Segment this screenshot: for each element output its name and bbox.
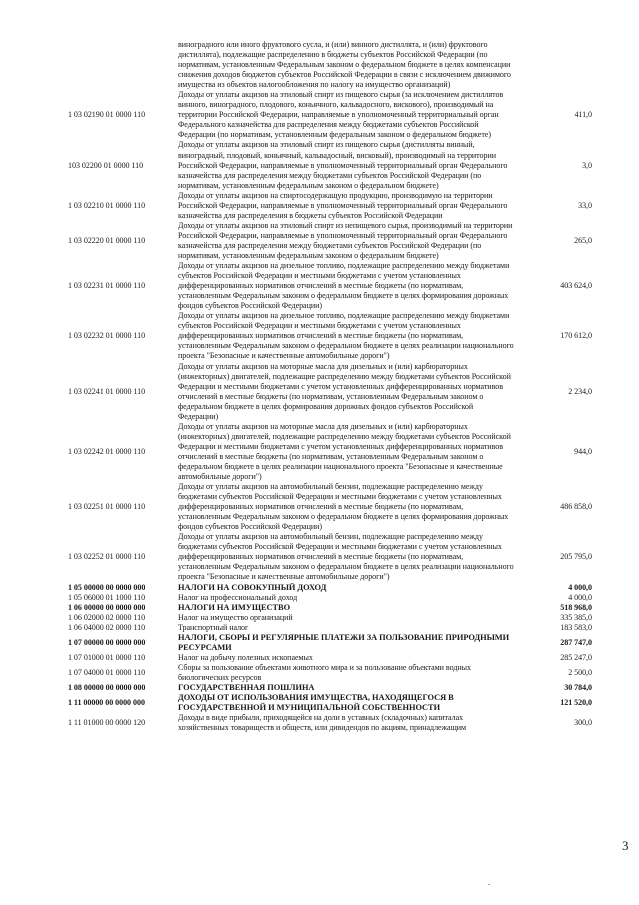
row-description: Доходы от уплаты акцизов на автомобильный бензин, подлежащие распределению между бюджетами субъектов Российской Федерации и местными бюджетами с учетом установленных дифференцированных нормативов отчислений в местные бюджеты (по нормативам, установленным Федеральным законом о федеральном бюджете в целях реализации национального проекта "Безопасные и качественные автомобильные дороги")	[178, 532, 514, 582]
row-description: виноградного или иного фруктового сусла, и (или) винного дистиллята, и (или) фруктового дистиллята), подлежащие распределению в бюджеты субъектов Российской Федерации (по нормативам, установленным Федеральным законом о федеральном бюджете в целях компенсации снижения доходов бюджетов субъектов Российской Федерации в связи с исключением движимого имущества из объектов налогообложения по налогу на имущество организаций)	[178, 40, 511, 90]
row-description: Доходы в виде прибыли, приходящейся на доли в уставных (складочных) капиталах хозяйственных товариществ и обществ, или дивидендов по акциям, принадлежащим	[178, 713, 467, 733]
row-description: Доходы от уплаты акцизов на моторные масла для дизельных и (или) карбюраторных (инжекторных) двигателей, подлежащие распределению между бюджетами субъектов Российской Федерации и местными бюджетами с учетом установленных дифференцированных нормативов отчислений в местные бюджеты (по нормативам, установленным Федеральным законом о федеральном бюджете в целях реализации национального проекта "Безопасные и качественные автомобильные дороги")	[178, 421, 511, 482]
row-code: 1 03 02241 01 0000 110	[68, 386, 146, 396]
row-code: 1 11 00000 00 0000 000	[68, 698, 145, 708]
row-amount	[516, 40, 594, 90]
row-description: Доходы от уплаты акцизов на спиртосодержащую продукцию, производимую на территории Российской Федерации, направляемые в уполномоченный территориальный орган Федерального казначейства для распределения в бюджеты субъектов Российской Федерации	[178, 190, 508, 220]
scan-speck	[488, 884, 490, 885]
section-heading: ДОХОДЫ ОТ ИСПОЛЬЗОВАНИЯ ИМУЩЕСТВА, НАХОДЯЩЕГОСЯ В ГОСУДАРСТВЕННОЙ И МУНИЦИПАЛЬНОЙ СОБСТВЕННОСТИ	[178, 693, 454, 713]
row-code: 1 03 02210 01 0000 110	[68, 200, 146, 210]
row-description: Доходы от уплаты акцизов на этиловый спирт из пищевого сырья (дистилляты винный, виноградный, плодовый, коньячный, кальвадосный, висковый), производимый на территории Российской Федерации, направляемые в уполномоченный территориальный орган Федерального казначейства для распределения между бюджетами субъектов Российской Федерации (по нормативам, установленным федеральным законом о федеральном бюджете)	[178, 140, 508, 190]
row-code	[64, 40, 176, 90]
row-amount: 170 612,0	[560, 331, 592, 341]
row-code: 1 06 04000 02 0000 110	[68, 622, 146, 632]
section-heading: НАЛОГИ НА ИМУЩЕСТВО	[178, 602, 291, 612]
revenue-table	[64, 40, 594, 733]
row-amount: 205 795,0	[560, 552, 592, 562]
section-heading: НАЛОГИ, СБОРЫ И РЕГУЛЯРНЫЕ ПЛАТЕЖИ ЗА ПОЛЬЗОВАНИЕ ПРИРОДНЫМИ РЕСУРСАМИ	[178, 632, 510, 652]
section-heading: НАЛОГИ НА СОВОКУПНЫЙ ДОХОД	[178, 582, 327, 592]
row-code: 1 08 00000 00 0000 000	[68, 683, 146, 692]
row-description: Доходы от уплаты акцизов на дизельное топливо, подлежащие распределению между бюджетами субъектов Российской Федерации и местными бюджетами с учетом установленных дифференцированных нормативов отчислений в местные бюджеты (по нормативам, установленным Федеральным законом о федеральном бюджете в целях формирования дорожных фондов субъектов Российской Федерации)	[178, 261, 510, 311]
page-number: 3	[622, 838, 629, 853]
row-amount: 4 000,0	[568, 582, 592, 592]
row-amount: 411,0	[574, 110, 592, 120]
row-amount: 403 624,0	[560, 281, 592, 291]
row-code: 1 03 02252 01 0000 110	[68, 552, 146, 562]
row-code: 1 06 02000 02 0000 110	[68, 612, 146, 622]
row-amount: 518 968,0	[560, 602, 592, 612]
row-amount: 121 520,0	[560, 698, 592, 708]
row-description: Доходы от уплаты акцизов на моторные масла для дизельных и (или) карбюраторных (инжекторных) двигателей, подлежащие распределению между бюджетами субъектов Российской Федерации и местными бюджетами с учетом установленных дифференцированных нормативов отчислений в местные бюджеты (по нормативам, установленным Федеральным законом о федеральном бюджете в целях формирования дорожных фондов субъектов Российской Федерации)	[178, 361, 511, 421]
row-description: Налог на профессиональный доход	[178, 592, 298, 602]
row-code: 1 06 00000 00 0000 000	[68, 602, 146, 612]
row-code: 103 02200 01 0000 110	[68, 160, 144, 170]
row-amount: 285 247,0	[560, 652, 592, 662]
row-amount: 944,0	[574, 446, 592, 456]
row-code: 1 05 00000 00 0000 000	[68, 582, 146, 592]
row-code: 1 11 01000 00 0000 120	[68, 718, 146, 728]
row-description: Сборы за пользование объектами животного мира и за пользование объектами водных биологических ресурсов	[178, 662, 471, 682]
row-amount: 4 000,0	[568, 592, 592, 602]
row-description: Транспортный налог	[178, 622, 249, 632]
row-amount: 287 747,0	[560, 637, 592, 647]
row-amount: 30 784,0	[564, 683, 592, 692]
row-code: 1 07 00000 00 0000 000	[68, 637, 146, 647]
row-amount: 33,0	[578, 200, 592, 210]
row-amount: 3,0	[582, 160, 592, 170]
row-code: 1 03 02232 01 0000 110	[68, 331, 146, 341]
row-code: 1 05 06000 01 1000 110	[68, 592, 146, 602]
row-description: Доходы от уплаты акцизов на дизельное топливо, подлежащие распределению между бюджетами субъектов Российской Федерации и местными бюджетами с учетом установленных дифференцированных нормативов отчислений в местные бюджеты (по нормативам, установленным Федеральным законом о федеральном бюджете в целях реализации национального проекта "Безопасные и качественные автомобильные дороги")	[178, 311, 514, 361]
row-code: 1 03 02231 01 0000 110	[68, 281, 146, 291]
row-description: Налог на имущество организаций	[178, 612, 293, 622]
row-description: Доходы от уплаты акцизов на этиловый спирт из непищевого сырья, производимый на территории Российской Федерации, направляемые в уполномоченный территориальный орган Федерального казначейства для распределения между бюджетами субъектов Российской Федерации (по нормативам, установленным федеральным законом о федеральном бюджете)	[178, 220, 513, 260]
row-amount: 335 385,0	[560, 612, 592, 622]
row-description: Доходы от уплаты акцизов на этиловый спирт из пищевого сырья (за исключением дистиллятов винного, виноградного, плодового, коньячного, кальвадосного, вискового), производимый на территории Российской Федерации, направляемые в уполномоченный территориальный орган Федерального казначейства для распределения между бюджетами субъектов Российской Федерации (по нормативам, установленным федеральным законом о федеральном бюджете)	[178, 90, 504, 140]
row-code: 1 07 01000 01 0000 110	[68, 652, 146, 662]
row-amount: 300,0	[574, 718, 592, 728]
row-code: 1 03 02242 01 0000 110	[68, 446, 146, 456]
row-code: 1 07 04000 01 0000 110	[68, 667, 146, 677]
row-code: 1 03 02251 01 0000 110	[68, 502, 146, 512]
row-amount: 2 500,0	[568, 667, 592, 677]
row-amount: 183 583,0	[560, 622, 592, 632]
row-code: 1 03 02220 01 0000 110	[68, 235, 146, 245]
section-heading: ГОСУДАРСТВЕННАЯ ПОШЛИНА	[178, 683, 315, 692]
row-amount: 486 858,0	[560, 502, 592, 512]
row-amount: 265,0	[574, 235, 592, 245]
row-description: Доходы от уплаты акцизов на автомобильный бензин, подлежащие распределению между бюджетами субъектов Российской Федерации и местными бюджетами с учетом установленных дифференцированных нормативов отчислений в местные бюджеты (по нормативам, установленным Федеральным законом о федеральном бюджете в целях формирования дорожных фондов субъектов Российской Федерации)	[178, 482, 509, 532]
row-amount: 2 234,0	[568, 386, 592, 396]
row-description: Налог на добычу полезных ископаемых	[178, 652, 313, 662]
row-code: 1 03 02190 01 0000 110	[68, 110, 146, 120]
